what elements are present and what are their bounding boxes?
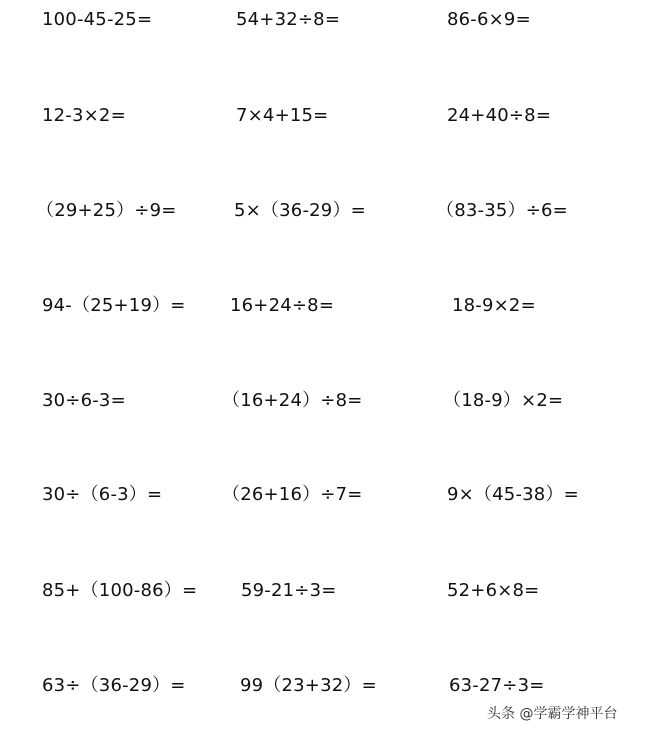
problem-r3-c3: （83-35）÷6=: [436, 200, 568, 221]
problem-r2-c3: 24+40÷8=: [447, 105, 552, 126]
problem-r6-c3: 9×（45-38）=: [447, 484, 579, 505]
problem-r4-c1: 94-（25+19）=: [42, 295, 186, 316]
problem-r2-c2: 7×4+15=: [236, 105, 329, 126]
problem-r7-c2: 59-21÷3=: [241, 580, 337, 601]
problem-r5-c1: 30÷6-3=: [42, 390, 126, 411]
problem-r8-c1: 63÷（36-29）=: [42, 675, 186, 696]
problem-r1-c1: 100-45-25=: [42, 9, 153, 30]
problem-r2-c1: 12-3×2=: [42, 105, 126, 126]
problem-r6-c2: （26+16）÷7=: [222, 484, 363, 505]
watermark: 头条 @学霸学神平台: [487, 706, 618, 722]
problem-r5-c3: （18-9）×2=: [443, 390, 564, 411]
problem-r1-c2: 54+32÷8=: [236, 9, 341, 30]
problem-r6-c1: 30÷（6-3）=: [42, 484, 163, 505]
problem-r1-c3: 86-6×9=: [447, 9, 531, 30]
problem-r7-c1: 85+（100-86）=: [42, 580, 198, 601]
problem-r3-c1: （29+25）÷9=: [36, 200, 177, 221]
problem-r8-c3: 63-27÷3=: [449, 675, 545, 696]
problem-r4-c2: 16+24÷8=: [230, 295, 335, 316]
problem-r8-c2: 99（23+32）=: [240, 675, 377, 696]
problem-r5-c2: （16+24）÷8=: [222, 390, 363, 411]
problem-r7-c3: 52+6×8=: [447, 580, 540, 601]
problem-r3-c2: 5×（36-29）=: [234, 200, 366, 221]
problem-r4-c3: 18-9×2=: [452, 295, 536, 316]
